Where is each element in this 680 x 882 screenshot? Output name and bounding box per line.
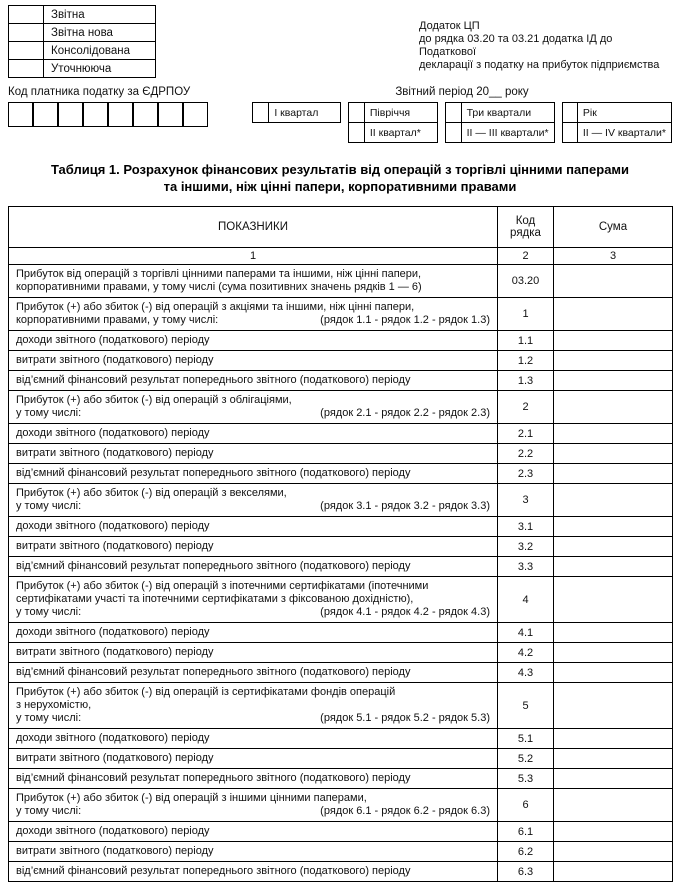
indicator-formula-line: [16, 606, 490, 619]
indicator-text-line: Прибуток (+) або збиток (-) від операцій з облігаціями,: [16, 394, 292, 406]
table-row: [9, 663, 673, 683]
period-empty-cell: [269, 123, 340, 143]
indicator-text-line: від’ємний фінансовий результат попереднього звітного (податкового) періоду: [16, 865, 411, 877]
column-number: 1: [9, 248, 498, 265]
period-row: [253, 123, 341, 143]
top-section: [8, 5, 672, 78]
report-type-table: [8, 5, 156, 78]
indicator-formula-line: [16, 805, 490, 818]
row-formula-text: (рядок 6.1 - рядок 6.2 - рядок 6.3): [320, 805, 490, 817]
indicator-cell: [9, 557, 498, 577]
indicator-cell: [9, 663, 498, 683]
period-checkbox-q2-q3[interactable]: [446, 123, 461, 143]
row-code-cell: 3.2: [498, 537, 554, 557]
payer-period-section: [8, 86, 672, 143]
table-row: [9, 577, 673, 623]
row-code-cell: 6: [498, 789, 554, 822]
indicator-text-line: Прибуток від операцій з торгівлі цінними паперами та іншими, ніж цінні папери, корпоративними правами, у тому числі (сума позитивних значень рядків 1 — 6): [16, 268, 422, 293]
edrpou-cell[interactable]: [133, 102, 158, 127]
indicator-cell: [9, 749, 498, 769]
row-formula-text: (рядок 2.1 - рядок 2.2 - рядок 2.3): [320, 407, 490, 419]
table-row: [9, 391, 673, 424]
report-type-label: Уточнююча: [44, 60, 156, 78]
edrpou-cell[interactable]: [33, 102, 58, 127]
period-row: [562, 123, 671, 143]
row-code-cell: 2: [498, 391, 554, 424]
main-table-body: [9, 265, 673, 882]
column-number-row: [9, 248, 673, 265]
period-checkbox-year[interactable]: [562, 103, 577, 123]
row-code-cell: 5.2: [498, 749, 554, 769]
indicator-text-line: від’ємний фінансовий результат попереднього звітного (податкового) періоду: [16, 560, 411, 572]
indicator-cell: [9, 822, 498, 842]
indicator-text-line: Прибуток (+) або збиток (-) від операцій з векселями,: [16, 487, 287, 499]
sum-input-cell[interactable]: [554, 683, 673, 729]
edrpou-cell[interactable]: [83, 102, 108, 127]
appendix-note-line: декларації з податку на прибуток підприємства: [419, 59, 660, 71]
main-table: [8, 206, 673, 882]
table-row: [9, 822, 673, 842]
sum-input-cell[interactable]: [554, 862, 673, 882]
period-checkbox-halfyear[interactable]: [348, 103, 364, 123]
edrpou-cell[interactable]: [8, 102, 33, 127]
indicator-cell: [9, 842, 498, 862]
indicator-text-line: витрати звітного (податкового) періоду: [16, 845, 214, 857]
sum-input-cell[interactable]: [554, 557, 673, 577]
period-label: І квартал: [269, 103, 340, 123]
row-code-cell: 4: [498, 577, 554, 623]
indicator-text-line: доходи звітного (податкового) періоду: [16, 520, 210, 532]
indicator-text-line: витрати звітного (податкового) періоду: [16, 646, 214, 658]
row-code-cell: 03.20: [498, 265, 554, 298]
indicator-text-line: Прибуток (+) або збиток (-) від операцій з акціями та іншими, ніж цінні папери,: [16, 301, 415, 313]
reporting-period-table: [252, 102, 672, 143]
sum-input-cell[interactable]: [554, 577, 673, 623]
table-row: [9, 842, 673, 862]
period-group-threequarters: [445, 102, 554, 143]
edrpou-cell[interactable]: [158, 102, 183, 127]
indicator-formula-line: [16, 712, 490, 725]
indicator-cell: [9, 424, 498, 444]
report-type-checkbox-zvitna[interactable]: [9, 6, 44, 24]
indicator-text-line: з нерухомістю,: [16, 699, 92, 711]
report-type-row: [9, 6, 156, 24]
report-type-checkbox-zvitna-nova[interactable]: [9, 24, 44, 42]
sum-input-cell[interactable]: [554, 517, 673, 537]
table-row: [9, 729, 673, 749]
table-row: [9, 351, 673, 371]
indicator-text-line: доходи звітного (податкового) періоду: [16, 732, 210, 744]
table-row: [9, 464, 673, 484]
row-formula-text: (рядок 4.1 - рядок 4.2 - рядок 4.3): [320, 606, 490, 618]
edrpou-label: Код платника податку за ЄДРПОУ: [8, 86, 191, 98]
table-row: [9, 371, 673, 391]
period-row: [348, 103, 438, 123]
sum-input-cell[interactable]: [554, 789, 673, 822]
row-code-cell: 1.3: [498, 371, 554, 391]
indicator-text-line: доходи звітного (податкового) періоду: [16, 427, 210, 439]
indicator-tail-text: у тому числі:: [16, 500, 82, 512]
table-row: [9, 265, 673, 298]
period-checkbox-q2-q4[interactable]: [562, 123, 577, 143]
indicator-text-line: доходи звітного (податкового) періоду: [16, 825, 210, 837]
table-row: [9, 789, 673, 822]
indicator-formula-line: [16, 407, 490, 420]
indicator-cell: [9, 789, 498, 822]
header-indicators: ПОКАЗНИКИ: [9, 207, 498, 248]
sum-input-cell[interactable]: [554, 623, 673, 643]
table-row: [9, 769, 673, 789]
indicator-cell: [9, 517, 498, 537]
indicator-tail-text: у тому числі:: [16, 606, 82, 618]
indicator-cell: [9, 351, 498, 371]
row-code-cell: 5.3: [498, 769, 554, 789]
period-row: [562, 103, 671, 123]
indicator-text-line: від’ємний фінансовий результат попереднього звітного (податкового) періоду: [16, 772, 411, 784]
reporting-period-title: Звітний період 20__ року: [395, 86, 529, 98]
sum-input-cell[interactable]: [554, 537, 673, 557]
appendix-note: [419, 20, 672, 72]
indicator-cell: [9, 444, 498, 464]
sum-input-cell[interactable]: [554, 842, 673, 862]
row-code-cell: 3.3: [498, 557, 554, 577]
header-row-code: Код рядка: [498, 207, 554, 248]
indicator-text-line: сертифікатами участі та іпотечними сертифікатами з фіксованою дохідністю),: [16, 593, 414, 605]
row-code-cell: 5.1: [498, 729, 554, 749]
sum-input-cell[interactable]: [554, 643, 673, 663]
row-code-cell: 1: [498, 298, 554, 331]
table-row: [9, 517, 673, 537]
edrpou-cell[interactable]: [183, 102, 208, 127]
sum-input-cell[interactable]: [554, 298, 673, 331]
period-label: ІІ квартал*: [364, 123, 437, 143]
sum-input-cell[interactable]: [554, 749, 673, 769]
row-code-cell: 3.1: [498, 517, 554, 537]
table-row: [9, 749, 673, 769]
indicator-text-line: доходи звітного (податкового) періоду: [16, 334, 210, 346]
sum-input-cell[interactable]: [554, 371, 673, 391]
indicator-cell: [9, 623, 498, 643]
indicator-text-line: від’ємний фінансовий результат попереднього звітного (податкового) періоду: [16, 374, 411, 386]
table-row: [9, 424, 673, 444]
indicator-cell: [9, 769, 498, 789]
table-row: [9, 331, 673, 351]
report-type-label: Консолідована: [44, 42, 156, 60]
row-code-cell: 2.3: [498, 464, 554, 484]
row-code-cell: 6.2: [498, 842, 554, 862]
table-row: [9, 484, 673, 517]
period-label: ІІ — ІІІ квартали*: [461, 123, 554, 143]
table-row: [9, 537, 673, 557]
appendix-note-line: до рядка 03.20 та 03.21 додатка ІД до Податкової: [419, 33, 613, 58]
indicator-text-line: витрати звітного (податкового) періоду: [16, 447, 214, 459]
sum-input-cell[interactable]: [554, 464, 673, 484]
indicator-tail-text: корпоративними правами, у тому числі:: [16, 314, 219, 326]
indicator-text-line: Прибуток (+) або збиток (-) від операцій з іпотечними сертифікатами (іпотечними: [16, 580, 429, 592]
row-code-cell: 4.3: [498, 663, 554, 683]
appendix-note-line: Додаток ЦП: [419, 20, 480, 32]
period-checkbox-q2[interactable]: [348, 123, 364, 143]
period-row: [446, 103, 554, 123]
table-row: [9, 298, 673, 331]
row-code-cell: 1.2: [498, 351, 554, 371]
row-formula-text: (рядок 5.1 - рядок 5.2 - рядок 5.3): [320, 712, 490, 724]
main-table-header-row: [9, 207, 673, 248]
indicator-cell: [9, 577, 498, 623]
indicator-tail-text: у тому числі:: [16, 712, 82, 724]
report-type-row: [9, 42, 156, 60]
indicator-cell: [9, 862, 498, 882]
period-checkbox-q1[interactable]: [253, 103, 269, 123]
sum-input-cell[interactable]: [554, 769, 673, 789]
period-empty-cell: [253, 123, 269, 143]
row-code-cell: 2.1: [498, 424, 554, 444]
period-row: [348, 123, 438, 143]
row-code-cell: 6.1: [498, 822, 554, 842]
table-title: Таблиця 1. Розрахунок фінансових результатів від операцій з торгівлі цінними паперами та іншими, ніж цінні папери, корпоративними правами: [50, 162, 630, 194]
indicator-text-line: Прибуток (+) або збиток (-) від операцій з іншими цінними паперами,: [16, 792, 367, 804]
indicator-text-line: від’ємний фінансовий результат попереднього звітного (податкового) періоду: [16, 467, 411, 479]
indicator-text-line: витрати звітного (податкового) періоду: [16, 540, 214, 552]
row-formula-text: (рядок 1.1 - рядок 1.2 - рядок 1.3): [320, 314, 490, 326]
period-label: Півріччя: [364, 103, 437, 123]
report-type-row: [9, 60, 156, 78]
indicator-formula-line: [16, 500, 490, 513]
period-label: ІІ — ІV квартали*: [577, 123, 671, 143]
indicator-cell: [9, 331, 498, 351]
sum-input-cell[interactable]: [554, 391, 673, 424]
sum-input-cell[interactable]: [554, 729, 673, 749]
period-label: Три квартали: [461, 103, 554, 123]
table-row: [9, 557, 673, 577]
table-row: [9, 862, 673, 882]
column-number: 3: [554, 248, 673, 265]
indicator-cell: [9, 537, 498, 557]
period-group-q1: [252, 102, 341, 143]
sum-input-cell[interactable]: [554, 351, 673, 371]
indicator-cell: [9, 464, 498, 484]
indicator-cell: [9, 391, 498, 424]
row-code-cell: 4.1: [498, 623, 554, 643]
row-code-cell: 4.2: [498, 643, 554, 663]
table-row: [9, 643, 673, 663]
indicator-text-line: доходи звітного (податкового) періоду: [16, 626, 210, 638]
report-type-checkbox-konsolidovana[interactable]: [9, 42, 44, 60]
sum-input-cell[interactable]: [554, 444, 673, 464]
row-code-cell: 2.2: [498, 444, 554, 464]
sum-input-cell[interactable]: [554, 484, 673, 517]
indicator-tail-text: у тому числі:: [16, 805, 82, 817]
edrpou-cell[interactable]: [108, 102, 133, 127]
row-code-cell: 3: [498, 484, 554, 517]
column-number: 2: [498, 248, 554, 265]
indicator-text-line: витрати звітного (податкового) періоду: [16, 752, 214, 764]
period-row: [446, 123, 554, 143]
report-type-checkbox-utochnyuyucha[interactable]: [9, 60, 44, 78]
report-type-row: [9, 24, 156, 42]
period-checkbox-threequarters[interactable]: [446, 103, 461, 123]
edrpou-cell[interactable]: [58, 102, 83, 127]
edrpou-block: [8, 86, 208, 143]
table-row: [9, 683, 673, 729]
indicator-text-line: витрати звітного (податкового) періоду: [16, 354, 214, 366]
report-type-label: Звітна: [44, 6, 156, 24]
indicator-cell: [9, 683, 498, 729]
row-formula-text: (рядок 3.1 - рядок 3.2 - рядок 3.3): [320, 500, 490, 512]
period-group-halfyear: [348, 102, 439, 143]
report-type-label: Звітна нова: [44, 24, 156, 42]
sum-input-cell[interactable]: [554, 663, 673, 683]
period-row: [253, 103, 341, 123]
sum-input-cell[interactable]: [554, 424, 673, 444]
edrpou-row: [8, 102, 208, 127]
indicator-cell: [9, 729, 498, 749]
row-code-cell: 6.3: [498, 862, 554, 882]
indicator-cell: [9, 484, 498, 517]
sum-input-cell[interactable]: [554, 265, 673, 298]
sum-input-cell[interactable]: [554, 822, 673, 842]
indicator-tail-text: у тому числі:: [16, 407, 82, 419]
period-group-year: [562, 102, 672, 143]
indicator-formula-line: [16, 314, 490, 327]
indicator-text-line: від’ємний фінансовий результат попереднього звітного (податкового) періоду: [16, 666, 411, 678]
indicator-cell: [9, 298, 498, 331]
indicator-cell: [9, 643, 498, 663]
table-row: [9, 623, 673, 643]
period-label: Рік: [577, 103, 671, 123]
indicator-cell: [9, 265, 498, 298]
indicator-cell: [9, 371, 498, 391]
edrpou-code-boxes: [8, 102, 208, 127]
indicator-text-line: Прибуток (+) або збиток (-) від операцій із сертифікатами фондів операцій: [16, 686, 396, 698]
sum-input-cell[interactable]: [554, 331, 673, 351]
reporting-period-block: [252, 86, 672, 143]
header-sum: Сума: [554, 207, 673, 248]
table-row: [9, 444, 673, 464]
row-code-cell: 1.1: [498, 331, 554, 351]
row-code-cell: 5: [498, 683, 554, 729]
